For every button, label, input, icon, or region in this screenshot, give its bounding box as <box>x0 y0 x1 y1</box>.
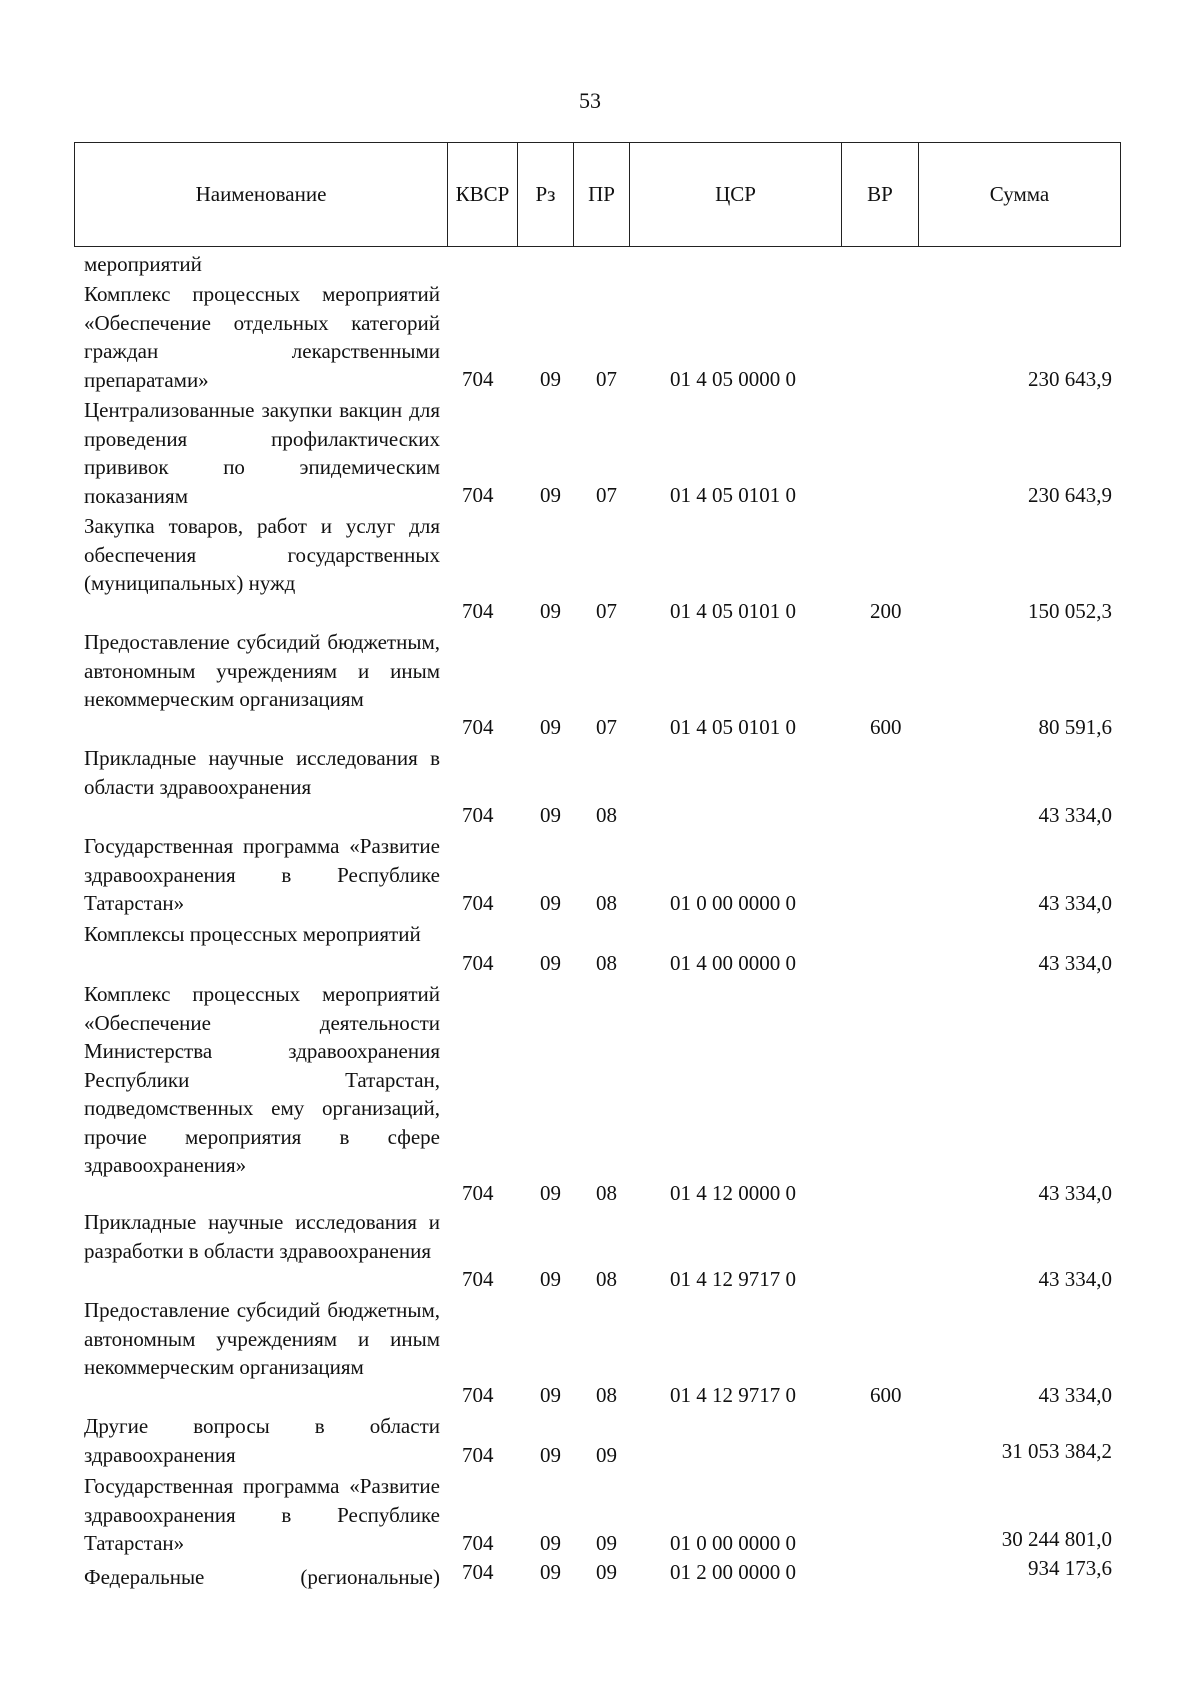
row-sum: 30 244 801,0 <box>1001 1527 1112 1551</box>
row-pr: 07 <box>596 715 617 739</box>
row-sum: 43 334,0 <box>1038 1383 1112 1407</box>
row-sum: 230 643,9 <box>1028 367 1112 391</box>
row-csr: 01 4 05 0101 0 <box>670 599 796 623</box>
table-row <box>0 744 1200 832</box>
table-row <box>0 1208 1200 1296</box>
column-header-kvsr: КВСР <box>448 143 518 246</box>
row-kvsr: 704 <box>462 367 494 391</box>
row-name: Комплексы процессных мероприятий <box>84 922 421 946</box>
row-kvsr: 704 <box>462 599 494 623</box>
row-name: Прикладные научные исследования и разработки в области здравоохранения <box>84 1210 440 1263</box>
table-row <box>0 832 1200 920</box>
row-name: Прикладные научные исследования в области здравоохранения <box>84 746 440 799</box>
row-csr: 01 2 00 0000 0 <box>670 1560 796 1584</box>
row-kvsr: 704 <box>462 483 494 507</box>
table-row <box>0 920 1200 980</box>
table-row <box>0 628 1200 744</box>
row-pr: 08 <box>596 1181 617 1205</box>
row-sum: 43 334,0 <box>1038 1267 1112 1291</box>
table-row <box>0 1472 1200 1560</box>
row-csr: 01 4 12 9717 0 <box>670 1267 796 1291</box>
row-name: Государственная программа «Развитие здравоохранения в Республике Татарстан» <box>84 1474 440 1555</box>
row-pr: 07 <box>596 599 617 623</box>
row-pr: 07 <box>596 483 617 507</box>
row-rz: 09 <box>540 715 561 739</box>
row-name: Закупка товаров, работ и услуг для обеспечения государственных (муниципальных) нужд <box>84 514 440 595</box>
row-name: Государственная программа «Развитие здравоохранения в Республике Татарстан» <box>84 834 440 915</box>
row-sum: 31 053 384,2 <box>1001 1439 1112 1463</box>
table-header <box>74 142 1121 247</box>
row-kvsr: 704 <box>462 715 494 739</box>
table-row <box>0 512 1200 628</box>
row-sum: 150 052,3 <box>1028 599 1112 623</box>
table-row <box>0 250 1200 280</box>
row-kvsr: 704 <box>462 951 494 975</box>
column-header-vr: ВР <box>842 143 919 246</box>
row-name: Федеральные (региональные) <box>84 1565 440 1589</box>
row-rz: 09 <box>540 891 561 915</box>
row-kvsr: 704 <box>462 1560 494 1584</box>
row-rz: 09 <box>540 599 561 623</box>
row-rz: 09 <box>540 367 561 391</box>
page-number: 53 <box>579 88 601 113</box>
row-sum: 43 334,0 <box>1038 803 1112 827</box>
row-pr: 09 <box>596 1560 617 1584</box>
row-rz: 09 <box>540 1531 561 1555</box>
row-name: Предоставление субсидий бюджетным, автономным учреждениям и иным некоммерческим организациям <box>84 630 440 711</box>
row-pr: 07 <box>596 367 617 391</box>
row-kvsr: 704 <box>462 1531 494 1555</box>
column-header-pr: ПР <box>574 143 630 246</box>
row-kvsr: 704 <box>462 803 494 827</box>
row-kvsr: 704 <box>462 1383 494 1407</box>
table-row <box>0 396 1200 512</box>
table-row <box>0 1556 1200 1592</box>
row-name: Другие вопросы в области здравоохранения <box>84 1414 440 1467</box>
row-csr: 01 4 05 0101 0 <box>670 483 796 507</box>
row-rz: 09 <box>540 1181 561 1205</box>
table-body <box>0 250 1200 1592</box>
row-kvsr: 704 <box>462 1181 494 1205</box>
row-csr: 01 4 12 0000 0 <box>670 1181 796 1205</box>
row-vr: 600 <box>870 715 902 739</box>
table-row <box>0 1296 1200 1412</box>
row-name: Предоставление субсидий бюджетным, автономным учреждениям и иным некоммерческим организациям <box>84 1298 440 1379</box>
row-pr: 09 <box>596 1531 617 1555</box>
row-pr: 08 <box>596 891 617 915</box>
column-header-sum: Сумма <box>989 182 1050 206</box>
row-rz: 09 <box>540 1443 561 1467</box>
row-sum: 43 334,0 <box>1038 951 1112 975</box>
table-row <box>0 280 1200 396</box>
row-rz: 09 <box>540 1383 561 1407</box>
row-name: мероприятий <box>84 252 202 276</box>
row-vr: 200 <box>870 599 902 623</box>
row-kvsr: 704 <box>462 1267 494 1291</box>
table-row <box>0 980 1200 1208</box>
row-sum: 80 591,6 <box>1038 715 1112 739</box>
row-name: Централизованные закупки вакцин для проведения профилактических прививок по эпидемическим показаниям <box>84 398 440 508</box>
row-pr: 08 <box>596 1267 617 1291</box>
row-rz: 09 <box>540 1560 561 1584</box>
row-sum: 934 173,6 <box>1028 1556 1112 1580</box>
row-csr: 01 0 00 0000 0 <box>670 1531 796 1555</box>
row-csr: 01 0 00 0000 0 <box>670 891 796 915</box>
column-header-csr: ЦСР <box>630 143 842 246</box>
row-name: Комплекс процессных мероприятий «Обеспечение деятельности Министерства здравоохранения Республики Татарстан, подведомственных ему организаций, прочие мероприятия в сфере здравоохранения» <box>84 982 440 1177</box>
row-rz: 09 <box>540 951 561 975</box>
row-kvsr: 704 <box>462 891 494 915</box>
column-header-rz: Рз <box>518 143 574 246</box>
row-csr: 01 4 05 0000 0 <box>670 367 796 391</box>
row-csr: 01 4 05 0101 0 <box>670 715 796 739</box>
row-rz: 09 <box>540 1267 561 1291</box>
row-pr: 09 <box>596 1443 617 1467</box>
row-vr: 600 <box>870 1383 902 1407</box>
row-rz: 09 <box>540 803 561 827</box>
row-sum: 230 643,9 <box>1028 483 1112 507</box>
row-sum: 43 334,0 <box>1038 891 1112 915</box>
column-header-name: Наименование <box>75 143 448 246</box>
row-pr: 08 <box>596 951 617 975</box>
row-rz: 09 <box>540 483 561 507</box>
row-name: Комплекс процессных мероприятий «Обеспечение отдельных категорий граждан лекарственными препаратами» <box>84 282 440 392</box>
row-csr: 01 4 12 9717 0 <box>670 1383 796 1407</box>
row-pr: 08 <box>596 1383 617 1407</box>
row-sum: 43 334,0 <box>1038 1181 1112 1205</box>
table-row <box>0 1412 1200 1472</box>
row-pr: 08 <box>596 803 617 827</box>
row-kvsr: 704 <box>462 1443 494 1467</box>
row-csr: 01 4 00 0000 0 <box>670 951 796 975</box>
